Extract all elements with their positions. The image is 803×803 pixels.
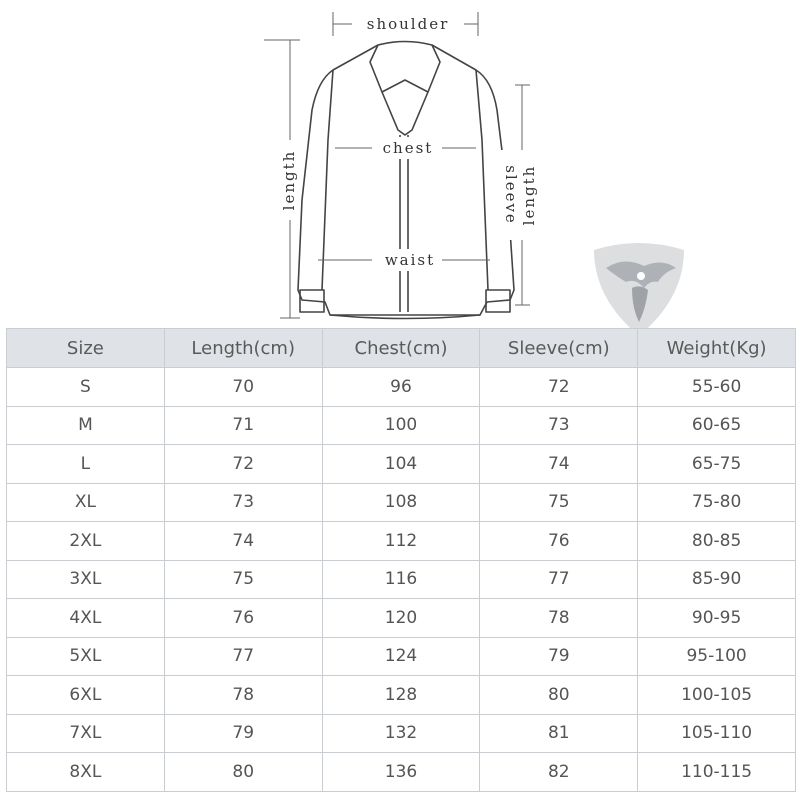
cell-size: S	[7, 368, 165, 407]
cell-sleeve: 73	[480, 406, 638, 445]
cell-sleeve: 81	[480, 714, 638, 753]
label-waist: waist	[384, 251, 436, 269]
measurement-lines	[264, 12, 530, 318]
cell-chest: 112	[322, 522, 480, 561]
cell-weight: 80-85	[638, 522, 796, 561]
cell-length: 80	[164, 753, 322, 792]
cell-weight: 95-100	[638, 637, 796, 676]
cell-chest: 108	[322, 483, 480, 522]
cell-weight: 100-105	[638, 676, 796, 715]
cell-chest: 120	[322, 599, 480, 638]
cell-chest: 136	[322, 753, 480, 792]
table-row	[7, 637, 796, 676]
cell-chest: 116	[322, 560, 480, 599]
cell-size: 7XL	[7, 714, 165, 753]
header-length: Length(cm)	[164, 329, 322, 368]
cell-chest: 132	[322, 714, 480, 753]
cell-length: 75	[164, 560, 322, 599]
cell-weight: 60-65	[638, 406, 796, 445]
cell-size: M	[7, 406, 165, 445]
cell-size: 6XL	[7, 676, 165, 715]
cell-weight: 90-95	[638, 599, 796, 638]
cell-sleeve: 77	[480, 560, 638, 599]
cell-chest: 104	[322, 445, 480, 484]
size-chart-table	[6, 328, 796, 792]
table-body	[7, 368, 796, 792]
cell-chest: 128	[322, 676, 480, 715]
shirt-outline	[298, 42, 514, 319]
label-sleeve-length: length	[520, 164, 538, 226]
cell-size: 2XL	[7, 522, 165, 561]
header-sleeve: Sleeve(cm)	[480, 329, 638, 368]
header-size: Size	[7, 329, 165, 368]
cell-sleeve: 74	[480, 445, 638, 484]
cell-chest: 124	[322, 637, 480, 676]
cell-sleeve: 78	[480, 599, 638, 638]
table-row	[7, 445, 796, 484]
cell-length: 72	[164, 445, 322, 484]
cell-length: 70	[164, 368, 322, 407]
cell-length: 77	[164, 637, 322, 676]
label-chest: chest	[382, 139, 434, 157]
cell-sleeve: 82	[480, 753, 638, 792]
cell-weight: 75-80	[638, 483, 796, 522]
table-row	[7, 483, 796, 522]
table-header-row	[7, 329, 796, 368]
cell-length: 78	[164, 676, 322, 715]
cell-weight: 105-110	[638, 714, 796, 753]
cell-chest: 100	[322, 406, 480, 445]
cell-size: 5XL	[7, 637, 165, 676]
cell-sleeve: 72	[480, 368, 638, 407]
cell-weight: 85-90	[638, 560, 796, 599]
table-row	[7, 368, 796, 407]
table-row	[7, 599, 796, 638]
cell-sleeve: 79	[480, 637, 638, 676]
cell-size: 3XL	[7, 560, 165, 599]
table-row	[7, 522, 796, 561]
table-row	[7, 406, 796, 445]
cell-weight: 65-75	[638, 445, 796, 484]
cell-sleeve: 76	[480, 522, 638, 561]
cell-weight: 55-60	[638, 368, 796, 407]
cell-length: 76	[164, 599, 322, 638]
cell-chest: 96	[322, 368, 480, 407]
cell-weight: 110-115	[638, 753, 796, 792]
cell-length: 74	[164, 522, 322, 561]
header-weight: Weight(Kg)	[638, 329, 796, 368]
label-length: length	[280, 149, 298, 211]
cell-length: 79	[164, 714, 322, 753]
cell-length: 73	[164, 483, 322, 522]
label-shoulder: shoulder	[366, 15, 450, 33]
label-sleeve: sleeve	[502, 165, 520, 225]
cell-size: 4XL	[7, 599, 165, 638]
cell-sleeve: 75	[480, 483, 638, 522]
header-chest: Chest(cm)	[322, 329, 480, 368]
cell-size: 8XL	[7, 753, 165, 792]
table-row	[7, 753, 796, 792]
cell-size: XL	[7, 483, 165, 522]
cell-sleeve: 80	[480, 676, 638, 715]
table-row	[7, 676, 796, 715]
table-row	[7, 560, 796, 599]
cell-length: 71	[164, 406, 322, 445]
cell-size: L	[7, 445, 165, 484]
table-row	[7, 714, 796, 753]
